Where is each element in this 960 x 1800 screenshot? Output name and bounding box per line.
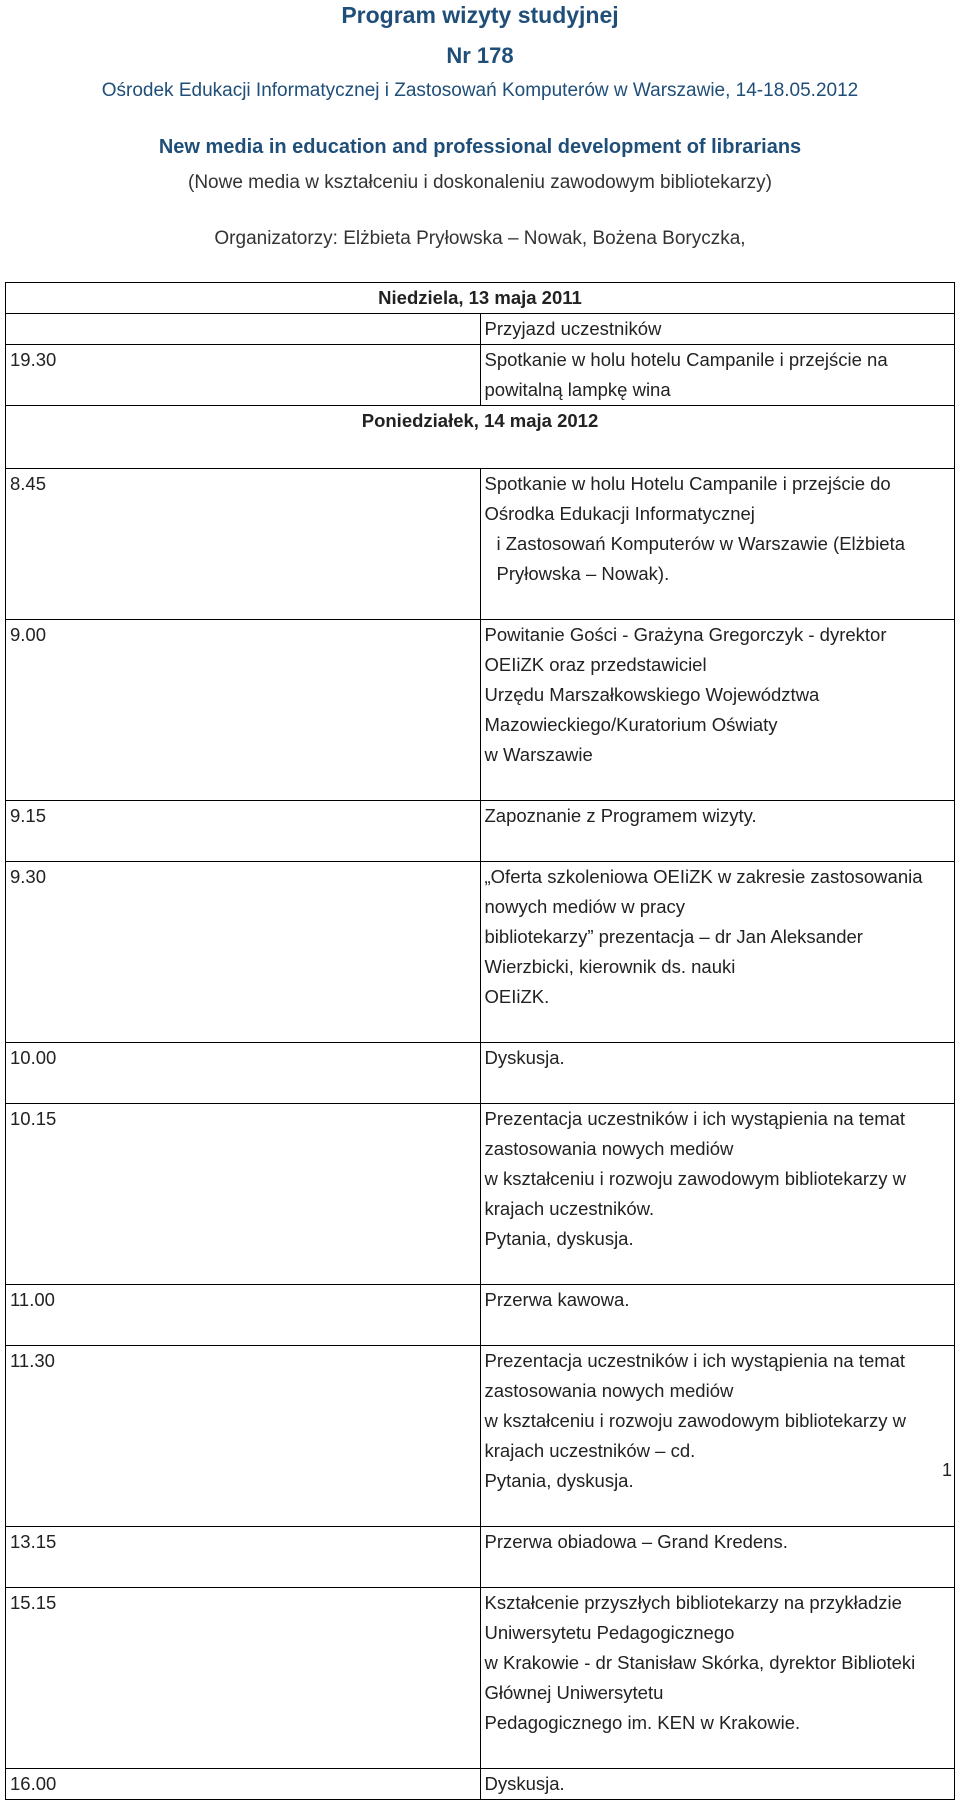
row-line: w kształceniu i rozwoju zawodowym bibliotekarzy w krajach uczestników – cd. (484, 1410, 907, 1461)
row-line: i Zastosowań Komputerów w Warszawie (Elżbieta Pryłowska – Nowak). (496, 533, 906, 584)
topic-english: New media in education and professional development of librarians (158, 136, 802, 158)
row-spacer (485, 1073, 951, 1103)
row-description (480, 1346, 955, 1527)
row-spacer (485, 770, 951, 800)
day-header-sunday: Niedziela, 13 maja 2011 (6, 283, 955, 314)
row-description (480, 1104, 955, 1285)
row-time: 15.15 (6, 1588, 481, 1769)
venue-line: Ośrodek Edukacji Informatycznej i Zastosowań Komputerów w Warszawie, 14-18.05.2012 (101, 80, 859, 101)
table-row (6, 1346, 955, 1527)
row-time: 10.00 (6, 1043, 481, 1104)
row-description (480, 801, 955, 862)
row-description (480, 1527, 955, 1588)
day-header-row (6, 406, 955, 469)
table-row (6, 1043, 955, 1104)
day-header-monday: Poniedziałek, 14 maja 2012 (6, 406, 955, 469)
row-description (480, 469, 955, 620)
row-line: Pytania, dyskusja. (484, 1470, 634, 1491)
row-spacer (485, 1496, 951, 1526)
row-description (480, 862, 955, 1043)
row-line: Prezentacja uczestników i ich wystąpienia na temat zastosowania nowych mediów (484, 1108, 906, 1159)
row-line: w Krakowie - dr Stanisław Skórka, dyrektor Biblioteki Głównej Uniwersytetu (484, 1652, 916, 1703)
row-description: Spotkanie w holu hotelu Campanile i przejście na powitalną lampkę wina (480, 345, 955, 406)
row-time: 9.30 (6, 862, 481, 1043)
row-line: Pytania, dyskusja. (484, 1228, 634, 1249)
page-number: 1 (941, 1460, 952, 1480)
table-row (6, 469, 955, 620)
row-line: Zapoznanie z Programem wizyty. (484, 805, 757, 826)
row-spacer (485, 1738, 951, 1768)
organizers-line: Organizatorzy: Elżbieta Pryłowska – Nowak, Bożena Boryczka, (214, 228, 746, 249)
table-row (6, 1285, 955, 1346)
row-time: 11.30 (6, 1346, 481, 1527)
row-time: 8.45 (6, 469, 481, 620)
row-time: 11.00 (6, 1285, 481, 1346)
table-row (6, 862, 955, 1043)
day-header-row (6, 283, 955, 314)
row-line: Przerwa obiadowa – Grand Kredens. (484, 1531, 788, 1552)
row-line: Dyskusja. (484, 1047, 565, 1068)
table-row (6, 1588, 955, 1769)
row-spacer (485, 1012, 951, 1042)
row-description: Dyskusja. (480, 1769, 955, 1800)
row-line: Powitanie Gości - Grażyna Gregorczyk - dyrektor OEIiZK oraz przedstawiciel (484, 624, 887, 675)
row-time: 19.30 (6, 345, 481, 406)
row-line: „Oferta szkoleniowa OEIiZK w zakresie zastosowania nowych mediów w pracy (484, 866, 923, 917)
row-time: 9.15 (6, 801, 481, 862)
row-line: Pedagogicznego im. KEN w Krakowie. (484, 1712, 801, 1733)
row-description: Przyjazd uczestników (480, 314, 955, 345)
row-line: Prezentacja uczestników i ich wystąpienia na temat zastosowania nowych mediów (484, 1350, 906, 1401)
row-line: Urzędu Marszałkowskiego Województwa Mazowieckiego/Kuratorium Oświaty (484, 684, 820, 735)
row-spacer (485, 1557, 951, 1587)
table-row (6, 1769, 955, 1800)
table-row (6, 801, 955, 862)
row-description (480, 620, 955, 801)
row-line: OEIiZK. (484, 986, 550, 1007)
row-time: 13.15 (6, 1527, 481, 1588)
document-title: Program wizyty studyjnej (341, 2, 619, 28)
program-number: Nr 178 (446, 43, 514, 68)
topic-polish: (Nowe media w kształceniu i doskonaleniu zawodowym bibliotekarzy) (188, 172, 772, 193)
table-row (6, 314, 955, 345)
row-spacer (485, 1254, 951, 1284)
row-spacer (485, 1315, 951, 1345)
table-row (6, 1104, 955, 1285)
program-table (5, 282, 955, 1800)
row-line: w Warszawie (484, 744, 593, 765)
row-spacer (485, 589, 951, 619)
row-line: Przerwa kawowa. (484, 1289, 630, 1310)
row-line: Kształcenie przyszłych bibliotekarzy na przykładzie Uniwersytetu Pedagogicznego (484, 1592, 902, 1643)
row-description (480, 1285, 955, 1346)
row-time (6, 314, 481, 345)
row-time: 16.00 (6, 1769, 481, 1800)
table-row (6, 620, 955, 801)
row-time: 9.00 (6, 620, 481, 801)
row-time: 10.15 (6, 1104, 481, 1285)
row-line: Spotkanie w holu Hotelu Campanile i przejście do Ośrodka Edukacji Informatycznej (484, 473, 891, 524)
table-row (6, 345, 955, 406)
row-description (480, 1043, 955, 1104)
row-line: w kształceniu i rozwoju zawodowym bibliotekarzy w krajach uczestników. (484, 1168, 907, 1219)
row-line: bibliotekarzy” prezentacja – dr Jan Aleksander Wierzbicki, kierownik ds. nauki (484, 926, 863, 977)
row-description (480, 1588, 955, 1769)
row-spacer (485, 831, 951, 861)
table-row (6, 1527, 955, 1588)
